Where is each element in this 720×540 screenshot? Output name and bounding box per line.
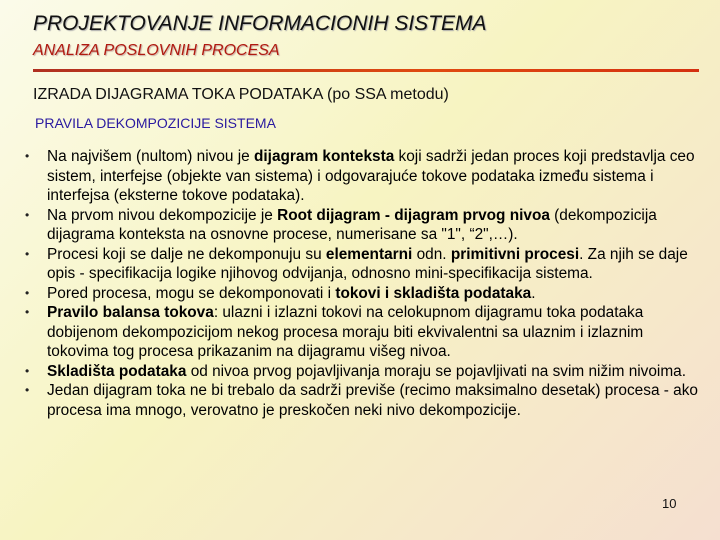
- bullet-marker: •: [25, 383, 30, 397]
- bullet-marker: •: [25, 149, 30, 163]
- bullet-item: • Procesi koji se dalje ne dekomponuju su elementarni odn. primitivni procesi. Za njih se daje opis - specifikacija logike njihovog odvijanja, odnosno mini-specifikacija sistema.: [25, 245, 688, 282]
- bullet-item: • Pored procesa, mogu se dekomponovati i tokovi i skladišta podataka.: [25, 284, 536, 302]
- slide-title: PROJEKTOVANJE INFORMACIONIH SISTEMA: [33, 12, 487, 35]
- title-divider: [33, 69, 699, 72]
- bullet-marker: •: [25, 363, 30, 378]
- page-number: 10: [662, 496, 677, 511]
- bullet-marker: •: [25, 246, 30, 261]
- bullet-item: • Na prvom nivou dekompozicije je Root dijagram - dijagram prvog nivoa (dekompozicija dijagrama konteksta na osnovne procese, numerisane sa "1", “2",…).: [25, 206, 657, 243]
- bullet-marker: •: [25, 305, 30, 319]
- bullet-item: • Na najvišem (nultom) nivou je dijagram konteksta koji sadrži jedan proces koji predstavlja ceo sistem, interfejse (objekte van sistema) i odgovarajuće tokove podataka između sistema i interfejsa (eksterne tokove podataka).: [25, 148, 695, 204]
- bullet-marker: •: [25, 285, 30, 300]
- bullet-marker: •: [25, 207, 30, 222]
- bullet-item: • Jedan dijagram toka ne bi trebalo da sadrži previše (recimo maksimalno desetak) procesa - ako procesa ima mnogo, verovatno je preskočen neki nivo dekompozicije.: [25, 382, 698, 419]
- slide-heading: IZRADA DIJAGRAMA TOKA PODATAKA (po SSA metodu): [33, 86, 449, 103]
- slide-subtitle: ANALIZA POSLOVNIH PROCESA: [33, 42, 280, 59]
- section-title: PRAVILA DEKOMPOZICIJE SISTEMA: [35, 115, 276, 131]
- bullet-item: • Pravilo balansa tokova: ulazni i izlazni tokovi na celokupnom dijagramu toka podataka dobijenom dekompozicijom nekog procesa moraju biti ekvivalentni sa ulaznim i izlaznim tokovima tog procesa prikazanim na dijagramu višeg nivoa.: [25, 304, 644, 360]
- bullet-list: [20, 147, 700, 420]
- bullet-item: • Skladišta podataka od nivoa prvog pojavljivanja moraju se pojavljivati na svim nižim nivoima.: [25, 362, 687, 380]
